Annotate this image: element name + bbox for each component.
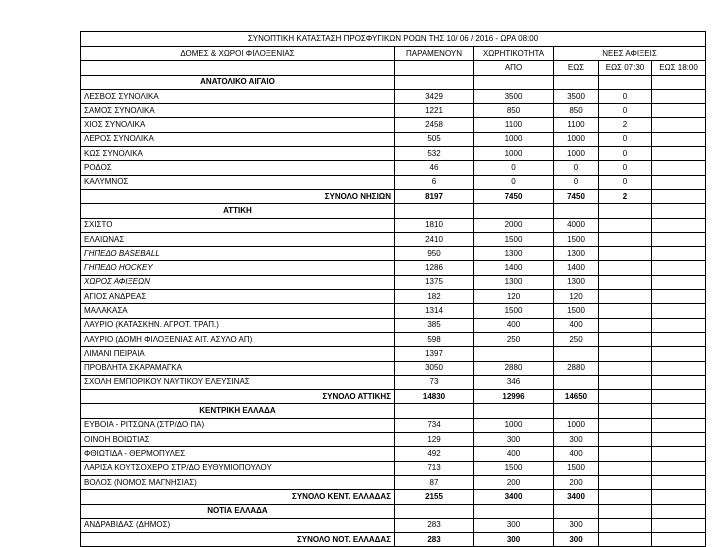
arrivals-0730-cell: [599, 361, 652, 375]
arrivals-0730-cell: [599, 304, 652, 318]
empty-cell: [652, 404, 706, 418]
remaining-cell: 1314: [395, 304, 474, 318]
remaining-cell: 1810: [395, 218, 474, 232]
facility-name: ΑΓΙΟΣ ΑΝΔΡΕΑΣ: [81, 290, 395, 304]
capacity-to-cell: 14650: [554, 390, 599, 404]
facility-name: ΛΑΥΡΙΟ (ΚΑΤΑΣΚΗΝ. ΑΓΡΟΤ. ΤΡΑΠ.): [81, 318, 395, 332]
arrivals-0730-cell: [599, 218, 652, 232]
table-row: [81, 304, 706, 318]
empty-cell: [599, 204, 652, 218]
arrivals-0730-cell: [599, 418, 652, 432]
table-row: [81, 89, 706, 103]
arrivals-0730-cell: [599, 490, 652, 504]
empty-cell: [554, 404, 599, 418]
capacity-from-cell: 1500: [474, 304, 554, 318]
arrivals-0730-cell: [599, 275, 652, 289]
arrivals-1800-cell: [652, 189, 706, 203]
capacity-from-cell: 12996: [474, 390, 554, 404]
arrivals-0730-cell: [599, 475, 652, 489]
arrivals-1800-cell: [652, 304, 706, 318]
remaining-cell: 492: [395, 447, 474, 461]
arrivals-1800-cell: [652, 318, 706, 332]
arrivals-1800-cell: [652, 175, 706, 189]
remaining-cell: 1397: [395, 347, 474, 361]
table-row: [81, 475, 706, 489]
refugee-flows-table: [80, 31, 706, 547]
capacity-to-cell: 0: [554, 175, 599, 189]
remaining-cell: 46: [395, 161, 474, 175]
capacity-to-cell: 1400: [554, 261, 599, 275]
remaining-cell: 6: [395, 175, 474, 189]
remaining-cell: 734: [395, 418, 474, 432]
table-row: [81, 175, 706, 189]
arrivals-1800-cell: [652, 261, 706, 275]
facility-name: ΕΥΒΟΙΑ - ΡΙΤΣΩΝΑ (ΣΤΡ/ΔΟ ΠΑ): [81, 418, 395, 432]
total-label: ΣΥΝΟΛΟ ΝΟΤ. ΕΛΛΑΔΑΣ: [81, 533, 395, 547]
capacity-from-cell: 0: [474, 175, 554, 189]
capacity-to-cell: 120: [554, 290, 599, 304]
capacity-from-cell: 1000: [474, 418, 554, 432]
facility-name: ΟΙΝΟΗ ΒΟΙΩΤΙΑΣ: [81, 433, 395, 447]
arrivals-0730-cell: 2: [599, 118, 652, 132]
facility-name: ΓΗΠΕΔΟ BASEBALL: [81, 247, 395, 261]
empty-cell: [599, 75, 652, 89]
facility-name: ΣΑΜΟΣ ΣΥΝΟΛΙΚΑ: [81, 104, 395, 118]
capacity-from-cell: 0: [474, 161, 554, 175]
remaining-cell: 2458: [395, 118, 474, 132]
arrivals-0730-cell: [599, 290, 652, 304]
table-row: [81, 132, 706, 146]
remaining-cell: 3429: [395, 89, 474, 103]
total-label: ΣΥΝΟΛΟ ΝΗΣΙΩΝ: [81, 189, 395, 203]
table-row: [81, 290, 706, 304]
arrivals-0730-cell: [599, 447, 652, 461]
capacity-to-cell: 1100: [554, 118, 599, 132]
arrivals-1800-cell: [652, 475, 706, 489]
capacity-to-cell: 300: [554, 518, 599, 532]
remaining-cell: 1221: [395, 104, 474, 118]
capacity-to-cell: 1000: [554, 132, 599, 146]
table-row: [81, 361, 706, 375]
capacity-from-cell: 346: [474, 375, 554, 389]
remaining-cell: 8197: [395, 189, 474, 203]
remaining-cell: 283: [395, 533, 474, 547]
empty-cell: [474, 75, 554, 89]
arrivals-1800-cell: [652, 418, 706, 432]
facility-name: ΕΛΑΙΩΝΑΣ: [81, 232, 395, 246]
arrivals-0730-cell: [599, 518, 652, 532]
header-from: ΑΠΟ: [474, 61, 554, 75]
capacity-from-cell: 400: [474, 318, 554, 332]
arrivals-1800-cell: [652, 375, 706, 389]
arrivals-1800-cell: [652, 104, 706, 118]
section-row: [81, 75, 706, 89]
capacity-from-cell: [474, 347, 554, 361]
remaining-cell: 87: [395, 475, 474, 489]
table-row: [81, 433, 706, 447]
facility-name: ΜΑΛΑΚΑΣΑ: [81, 304, 395, 318]
facility-name: ΚΩΣ ΣΥΝΟΛΙΚΑ: [81, 147, 395, 161]
arrivals-1800-cell: [652, 361, 706, 375]
capacity-to-cell: [554, 347, 599, 361]
header-until-0730: ΕΩΣ 07:30: [599, 61, 652, 75]
capacity-to-cell: 400: [554, 318, 599, 332]
table-row: [81, 275, 706, 289]
capacity-to-cell: 1000: [554, 418, 599, 432]
remaining-cell: 385: [395, 318, 474, 332]
table-row: [81, 104, 706, 118]
empty-cell: [554, 204, 599, 218]
arrivals-1800-cell: [652, 332, 706, 346]
arrivals-1800-cell: [652, 118, 706, 132]
capacity-from-cell: 3400: [474, 490, 554, 504]
capacity-to-cell: 400: [554, 447, 599, 461]
arrivals-0730-cell: [599, 390, 652, 404]
capacity-to-cell: 1500: [554, 232, 599, 246]
arrivals-1800-cell: [652, 461, 706, 475]
facility-name: ΛΙΜΑΝΙ ΠΕΙΡΑΙΑ: [81, 347, 395, 361]
empty-cell: [474, 504, 554, 518]
capacity-to-cell: 0: [554, 161, 599, 175]
header-empty-cell: [395, 61, 474, 75]
facility-name: ΑΝΔΡΑΒΙΔΑΣ (ΔΗΜΟΣ): [81, 518, 395, 532]
arrivals-1800-cell: [652, 290, 706, 304]
arrivals-1800-cell: [652, 232, 706, 246]
facility-name: ΧΩΡΟΣ ΑΦΙΞΕΩΝ: [81, 275, 395, 289]
arrivals-1800-cell: [652, 490, 706, 504]
capacity-from-cell: 1100: [474, 118, 554, 132]
capacity-to-cell: 1300: [554, 247, 599, 261]
remaining-cell: 598: [395, 332, 474, 346]
arrivals-0730-cell: [599, 318, 652, 332]
arrivals-1800-cell: [652, 533, 706, 547]
empty-cell: [599, 504, 652, 518]
section-name: ΑΝΑΤΟΛΙΚΟ ΑΙΓΑΙΟ: [81, 75, 395, 89]
table-row: [81, 461, 706, 475]
capacity-from-cell: 200: [474, 475, 554, 489]
table-row: [81, 147, 706, 161]
remaining-cell: 182: [395, 290, 474, 304]
arrivals-1800-cell: [652, 161, 706, 175]
capacity-from-cell: 250: [474, 332, 554, 346]
total-row: [81, 490, 706, 504]
capacity-to-cell: 1500: [554, 461, 599, 475]
capacity-to-cell: 250: [554, 332, 599, 346]
facility-name: ΛΕΡΟΣ ΣΥΝΟΛΙΚΑ: [81, 132, 395, 146]
capacity-to-cell: 2880: [554, 361, 599, 375]
remaining-cell: 1375: [395, 275, 474, 289]
arrivals-0730-cell: 0: [599, 161, 652, 175]
empty-cell: [395, 504, 474, 518]
table-row: [81, 347, 706, 361]
table-row: [81, 261, 706, 275]
capacity-to-cell: 3400: [554, 490, 599, 504]
table-row: [81, 218, 706, 232]
header-remaining: ΠΑΡΑΜΕΝΟΥΝ: [395, 47, 474, 61]
arrivals-1800-cell: [652, 390, 706, 404]
capacity-from-cell: 850: [474, 104, 554, 118]
header-capacity: ΧΩΡΗΤΙΚΟΤΗΤΑ: [474, 47, 554, 61]
remaining-cell: 1286: [395, 261, 474, 275]
arrivals-1800-cell: [652, 433, 706, 447]
arrivals-0730-cell: 2: [599, 189, 652, 203]
capacity-from-cell: 3500: [474, 89, 554, 103]
section-row: [81, 204, 706, 218]
remaining-cell: 283: [395, 518, 474, 532]
header-facilities: ΔΟΜΕΣ & ΧΩΡΟΙ ΦΙΛΟΞΕΝΙΑΣ: [81, 47, 395, 61]
arrivals-0730-cell: 0: [599, 132, 652, 146]
header-row-1: [81, 47, 706, 61]
capacity-to-cell: 300: [554, 433, 599, 447]
remaining-cell: 14830: [395, 390, 474, 404]
arrivals-0730-cell: 0: [599, 175, 652, 189]
empty-cell: [599, 404, 652, 418]
empty-cell: [395, 75, 474, 89]
total-row: [81, 189, 706, 203]
empty-cell: [474, 204, 554, 218]
arrivals-0730-cell: [599, 347, 652, 361]
table-row: [81, 161, 706, 175]
capacity-from-cell: 300: [474, 518, 554, 532]
capacity-from-cell: 300: [474, 433, 554, 447]
facility-name: ΒΟΛΟΣ (ΝΟΜΟΣ ΜΑΓΝΗΣΙΑΣ): [81, 475, 395, 489]
section-row: [81, 504, 706, 518]
remaining-cell: 532: [395, 147, 474, 161]
arrivals-0730-cell: [599, 261, 652, 275]
empty-cell: [474, 404, 554, 418]
arrivals-1800-cell: [652, 89, 706, 103]
capacity-to-cell: [554, 375, 599, 389]
arrivals-1800-cell: [652, 218, 706, 232]
empty-cell: [395, 204, 474, 218]
remaining-cell: 73: [395, 375, 474, 389]
facility-name: ΡΟΔΟΣ: [81, 161, 395, 175]
arrivals-0730-cell: 0: [599, 147, 652, 161]
arrivals-0730-cell: [599, 375, 652, 389]
empty-cell: [652, 204, 706, 218]
capacity-to-cell: 1500: [554, 304, 599, 318]
table-row: [81, 447, 706, 461]
capacity-to-cell: 300: [554, 533, 599, 547]
facility-name: ΧΙΟΣ ΣΥΝΟΛΙΚΑ: [81, 118, 395, 132]
total-label: ΣΥΝΟΛΟ ΚΕΝΤ. ΕΛΛΑΔΑΣ: [81, 490, 395, 504]
capacity-to-cell: 4000: [554, 218, 599, 232]
empty-cell: [395, 404, 474, 418]
table-row: [81, 518, 706, 532]
capacity-from-cell: 1000: [474, 132, 554, 146]
capacity-from-cell: 2880: [474, 361, 554, 375]
capacity-from-cell: 300: [474, 533, 554, 547]
facility-name: ΛΑΡΙΣΑ ΚΟΥΤΣΟΧΕΡΟ ΣΤΡ/ΔΟ ΕΥΘΥΜΙΟΠΟΥΛΟΥ: [81, 461, 395, 475]
facility-name: ΦΘΙΩΤΙΔΑ - ΘΕΡΜΟΠΥΛΕΣ: [81, 447, 395, 461]
section-name: ΚΕΝΤΡΙΚΗ ΕΛΛΑΔΑ: [81, 404, 395, 418]
title-row: [81, 32, 706, 47]
table-row: [81, 418, 706, 432]
total-row: [81, 390, 706, 404]
arrivals-0730-cell: [599, 332, 652, 346]
arrivals-0730-cell: [599, 433, 652, 447]
report-title: ΣΥΝΟΠΤΙΚΗ ΚΑΤΑΣΤΑΣΗ ΠΡΟΣΦΥΓΙΚΩΝ ΡΟΩΝ ΤΗΣ 10/ 06 / 2016 - ΩΡΑ 08:00: [81, 32, 706, 47]
capacity-from-cell: 1300: [474, 247, 554, 261]
arrivals-1800-cell: [652, 447, 706, 461]
capacity-from-cell: 400: [474, 447, 554, 461]
table-row: [81, 318, 706, 332]
table-row: [81, 232, 706, 246]
header-empty-cell: [81, 61, 395, 75]
header-new-arrivals: ΝΕΕΣ ΑΦΙΞΕΙΣ: [554, 47, 706, 61]
capacity-to-cell: 1300: [554, 275, 599, 289]
arrivals-1800-cell: [652, 275, 706, 289]
total-label: ΣΥΝΟΛΟ ΑΤΤΙΚΗΣ: [81, 390, 395, 404]
arrivals-1800-cell: [652, 518, 706, 532]
capacity-to-cell: 850: [554, 104, 599, 118]
section-name: ΑΤΤΙΚΗ: [81, 204, 395, 218]
remaining-cell: 129: [395, 433, 474, 447]
empty-cell: [652, 504, 706, 518]
table-row: [81, 118, 706, 132]
table-body: [81, 32, 706, 547]
capacity-from-cell: 7450: [474, 189, 554, 203]
remaining-cell: 505: [395, 132, 474, 146]
arrivals-0730-cell: 0: [599, 104, 652, 118]
arrivals-1800-cell: [652, 347, 706, 361]
capacity-to-cell: 3500: [554, 89, 599, 103]
capacity-from-cell: 1500: [474, 232, 554, 246]
facility-name: ΣΧΙΣΤΟ: [81, 218, 395, 232]
total-row: [81, 533, 706, 547]
capacity-to-cell: 7450: [554, 189, 599, 203]
empty-cell: [554, 504, 599, 518]
arrivals-0730-cell: [599, 533, 652, 547]
table-row: [81, 247, 706, 261]
arrivals-0730-cell: [599, 461, 652, 475]
header-row-2: [81, 61, 706, 75]
remaining-cell: 2410: [395, 232, 474, 246]
section-row: [81, 404, 706, 418]
facility-name: ΣΧΟΛΗ ΕΜΠΟΡΙΚΟΥ ΝΑΥΤΙΚΟΥ ΕΛΕΥΣΙΝΑΣ: [81, 375, 395, 389]
arrivals-1800-cell: [652, 147, 706, 161]
facility-name: ΓΗΠΕΔΟ HOCKEY: [81, 261, 395, 275]
facility-name: ΚΑΛΥΜΝΟΣ: [81, 175, 395, 189]
remaining-cell: 713: [395, 461, 474, 475]
arrivals-1800-cell: [652, 247, 706, 261]
facility-name: ΛΑΥΡΙΟ (ΔΟΜΗ ΦΙΛΟΞΕΝΙΑΣ ΑΙΤ. ΑΣΥΛΟ ΑΠ): [81, 332, 395, 346]
facility-name: ΛΕΣΒΟΣ ΣΥΝΟΛΙΚΑ: [81, 89, 395, 103]
capacity-from-cell: 1000: [474, 147, 554, 161]
remaining-cell: 3050: [395, 361, 474, 375]
header-until-1800: ΕΩΣ 18:00: [652, 61, 706, 75]
table-row: [81, 332, 706, 346]
capacity-from-cell: 1400: [474, 261, 554, 275]
capacity-to-cell: 200: [554, 475, 599, 489]
capacity-from-cell: 1500: [474, 461, 554, 475]
header-to: ΕΩΣ: [554, 61, 599, 75]
remaining-cell: 2155: [395, 490, 474, 504]
facility-name: ΠΡΟΒΛΗΤΑ ΣΚΑΡΑΜΑΓΚΑ: [81, 361, 395, 375]
table-row: [81, 375, 706, 389]
arrivals-1800-cell: [652, 132, 706, 146]
capacity-from-cell: 1300: [474, 275, 554, 289]
arrivals-0730-cell: [599, 247, 652, 261]
capacity-from-cell: 120: [474, 290, 554, 304]
arrivals-0730-cell: 0: [599, 89, 652, 103]
section-name: ΝΟΤΙΑ ΕΛΛΑΔΑ: [81, 504, 395, 518]
capacity-to-cell: 1000: [554, 147, 599, 161]
remaining-cell: 950: [395, 247, 474, 261]
arrivals-0730-cell: [599, 232, 652, 246]
capacity-from-cell: 2000: [474, 218, 554, 232]
empty-cell: [554, 75, 599, 89]
empty-cell: [652, 75, 706, 89]
